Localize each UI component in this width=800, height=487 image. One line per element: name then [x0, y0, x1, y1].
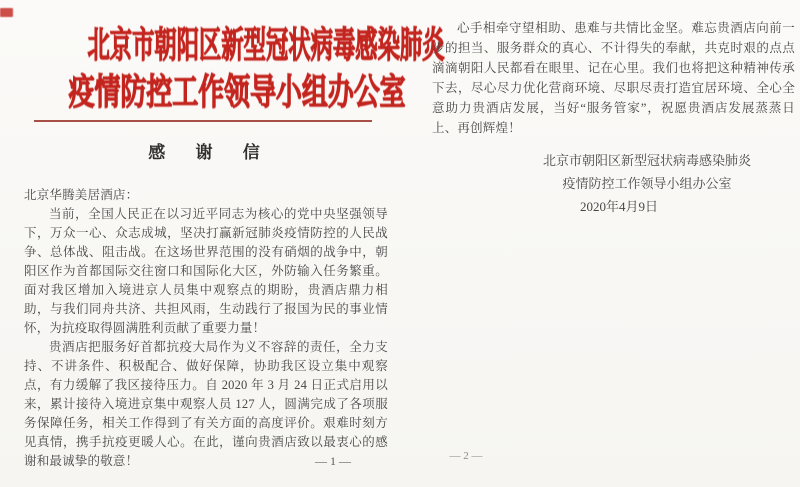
page1-page-number: — 1 — — [315, 454, 351, 468]
salutation: 北京华腾美居酒店： — [24, 188, 139, 202]
page1-paragraph-1: 当前，全国人民正在以习近平同志为核心的党中央坚强领导下，万众一心、众志成城，坚决打赢新冠肺炎疫情防控的人民战争、总体战、阻击战。在这场世界范围的没有硝烟的战争中，朝阳区作为首都国际交往窗口和国际化大区，外防输入任务繁重。面对我区增加入境进京人员集中观察点的期盼，贵酒店鼎力相助，与我们同舟共济、共担风雨，生动践行了报国为民的事业情怀，为抗疫取得圆满胜利贡献了重要力量！ — [24, 207, 388, 335]
letterhead — [16, 20, 445, 114]
signature-date: 2020年4月9日 — [579, 199, 658, 214]
page2-paragraph: 心手相牵守望相助、患难与共情比金坚。难忘贵酒店向前一步的担当、服务群众的真心、不计得失的奉献，共克时艰的点点滴滴朝阳人民都看在眼里、记在心里。我们也将把这种精神传承下去，尽心尽力优化营商环境、尽职尽责打造宜居环境、全心全意助力贵酒店发展，当好“服务管家”，祝愿贵酒店发展蒸蒸日上、再创辉煌！ — [432, 21, 795, 135]
letter-title: 感 谢 信 — [148, 143, 273, 162]
signature-org-line2: 疫情防控工作领导小组办公室 — [562, 176, 732, 191]
page1-paragraph-2: 贵酒店把服务好首都抗疫大局作为义不容辞的责任，全力支持、不讲条件、积极配合、做好保障，协助我区设立集中观察点，有力缓解了我区接待压力。自 2020 年 3 月 24 日正式启用以来，累计接待入境进京集中观察人员 127 人，圆满完成了各项服务保障任务，相关工作得到了有关方面的高度评价。艰难时刻方见真情，携手抗疫更暖人心。在此，谨向贵酒店致以最衷心的感谢和最诚挚的敬意！ — [24, 340, 388, 468]
letterhead-divider-rule — [34, 120, 372, 122]
page2-page-number: — 2 — — [449, 450, 483, 462]
page1-body — [24, 186, 388, 471]
scan-red-corner-artifact — [0, 8, 13, 17]
page2-body — [432, 18, 795, 138]
letterhead-line2: 疫情防控工作领导小组办公室 — [68, 72, 406, 112]
signature-block — [527, 149, 767, 218]
signature-org-line1: 北京市朝阳区新型冠状病毒感染肺炎 — [542, 153, 751, 168]
letterhead-line1: 北京市朝阳区新型冠状病毒感染肺炎 — [87, 25, 445, 65]
